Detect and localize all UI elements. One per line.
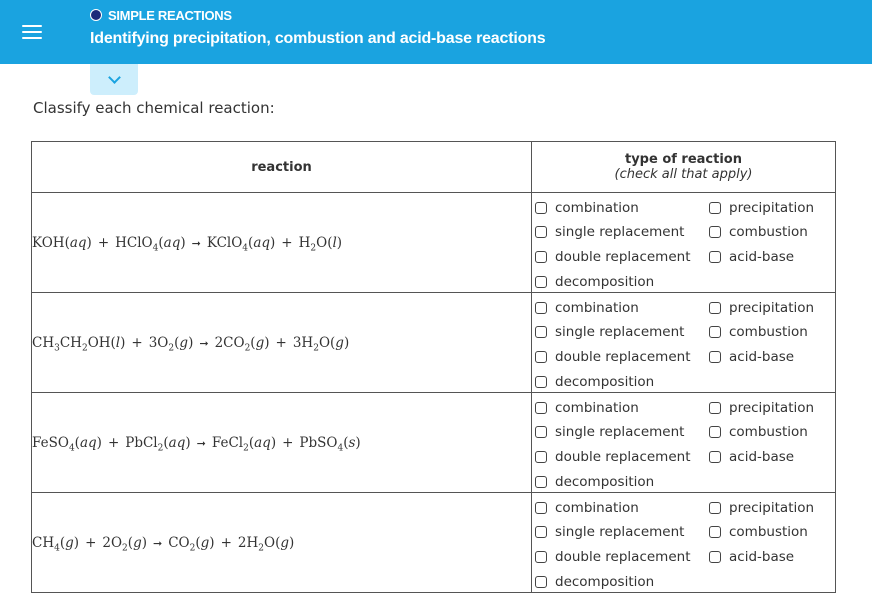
checkbox[interactable] — [535, 302, 547, 314]
reaction-equation: KOH(aq) + HClO$_4$(aq) ➞ KClO$_4$(aq) + $H_2O(l)$ — [32, 234, 343, 254]
type-header-hint: (check all that apply) — [614, 167, 753, 182]
option-label: single replacement — [555, 424, 685, 440]
option-double-replacement[interactable] — [535, 549, 691, 565]
table-row — [32, 393, 836, 493]
page-title: Identifying precipitation, combustion and acid-base reactions — [90, 30, 546, 47]
checkbox[interactable] — [535, 226, 547, 238]
option-combination[interactable] — [535, 300, 639, 316]
option-acid-base[interactable] — [709, 249, 794, 265]
table-row — [32, 493, 836, 593]
option-single-replacement[interactable] — [535, 224, 684, 240]
option-double-replacement[interactable] — [535, 349, 691, 365]
option-precipitation[interactable] — [709, 500, 814, 516]
option-label: double replacement — [555, 549, 691, 565]
option-combination[interactable] — [535, 200, 639, 216]
checkbox[interactable] — [709, 526, 721, 538]
checkbox[interactable] — [535, 326, 547, 338]
option-label: combination — [555, 500, 639, 516]
topic-status-icon — [90, 9, 102, 21]
option-label: decomposition — [555, 474, 655, 490]
option-decomposition[interactable] — [535, 474, 654, 490]
option-precipitation[interactable] — [709, 300, 814, 316]
checkbox[interactable] — [709, 451, 721, 463]
checkbox[interactable] — [535, 276, 547, 288]
option-combustion[interactable] — [709, 224, 808, 240]
option-combination[interactable] — [535, 400, 639, 416]
checkbox[interactable] — [535, 351, 547, 363]
reaction-equation: $CH_4(g) + 2O_2(g)$ ➞ $CO_2(g) + 2H_2O(g)$ — [32, 534, 295, 554]
reaction-table — [31, 141, 836, 593]
option-single-replacement[interactable] — [535, 424, 684, 440]
question-prompt: Classify each chemical reaction: — [33, 99, 275, 117]
option-single-replacement[interactable] — [535, 524, 684, 540]
checkbox[interactable] — [709, 326, 721, 338]
option-acid-base[interactable] — [709, 449, 794, 465]
checkbox[interactable] — [535, 451, 547, 463]
option-combination[interactable] — [535, 500, 639, 516]
option-label: combustion — [729, 224, 808, 240]
chevron-down-icon — [108, 71, 121, 84]
option-label: precipitation — [729, 500, 815, 516]
checkbox[interactable] — [535, 526, 547, 538]
hamburger-icon — [22, 21, 42, 43]
option-precipitation[interactable] — [709, 400, 814, 416]
option-label: acid-base — [729, 249, 795, 265]
checkbox[interactable] — [709, 202, 721, 214]
option-label: double replacement — [555, 249, 691, 265]
option-label: precipitation — [729, 400, 815, 416]
option-decomposition[interactable] — [535, 574, 654, 590]
checkbox[interactable] — [709, 251, 721, 263]
reaction-type-options — [532, 293, 836, 393]
option-label: decomposition — [555, 274, 655, 290]
checkbox[interactable] — [535, 202, 547, 214]
option-label: single replacement — [555, 524, 685, 540]
checkbox[interactable] — [535, 576, 547, 588]
checkbox[interactable] — [709, 302, 721, 314]
option-label: combination — [555, 200, 639, 216]
option-label: combustion — [729, 324, 808, 340]
option-label: single replacement — [555, 224, 685, 240]
option-decomposition[interactable] — [535, 374, 654, 390]
option-double-replacement[interactable] — [535, 449, 691, 465]
option-acid-base[interactable] — [709, 549, 794, 565]
checkbox[interactable] — [535, 476, 547, 488]
reaction-equation: $CH_3CH_2OH(l) + 3O_2(g)$ ➞ $2CO_2(g) + 3H_2O(g)$ — [32, 334, 350, 354]
checkbox[interactable] — [535, 551, 547, 563]
table-row — [32, 293, 836, 393]
option-combustion[interactable] — [709, 324, 808, 340]
column-header-type — [532, 142, 836, 193]
option-label: decomposition — [555, 374, 655, 390]
option-label: double replacement — [555, 449, 691, 465]
reaction-cell — [32, 393, 532, 493]
option-label: double replacement — [555, 349, 691, 365]
table-row — [32, 193, 836, 293]
option-label: combination — [555, 300, 639, 316]
reaction-type-options — [532, 393, 836, 493]
option-label: acid-base — [729, 349, 795, 365]
expand-toggle-button[interactable] — [90, 64, 138, 95]
reaction-cell — [32, 293, 532, 393]
checkbox[interactable] — [535, 402, 547, 414]
top-bar — [0, 0, 872, 64]
topic-label — [90, 7, 232, 23]
reaction-cell — [32, 493, 532, 593]
checkbox[interactable] — [535, 376, 547, 388]
reaction-type-options — [532, 493, 836, 593]
checkbox[interactable] — [709, 351, 721, 363]
option-label: precipitation — [729, 200, 815, 216]
checkbox[interactable] — [709, 502, 721, 514]
option-label: single replacement — [555, 324, 685, 340]
option-decomposition[interactable] — [535, 274, 654, 290]
reaction-type-options — [532, 193, 836, 293]
column-header-reaction: reaction — [32, 142, 532, 193]
checkbox[interactable] — [535, 251, 547, 263]
checkbox[interactable] — [535, 426, 547, 438]
menu-button[interactable] — [0, 0, 64, 64]
option-combustion[interactable] — [709, 524, 808, 540]
option-precipitation[interactable] — [709, 200, 814, 216]
option-acid-base[interactable] — [709, 349, 794, 365]
table-header-row — [32, 142, 836, 193]
checkbox[interactable] — [709, 402, 721, 414]
checkbox[interactable] — [709, 226, 721, 238]
option-label: combination — [555, 400, 639, 416]
option-combustion[interactable] — [709, 424, 808, 440]
option-label: decomposition — [555, 574, 655, 590]
option-label: combustion — [729, 424, 808, 440]
topic-text: SIMPLE REACTIONS — [108, 7, 232, 23]
option-single-replacement[interactable] — [535, 324, 684, 340]
type-header-label: type of reaction — [624, 152, 742, 167]
reaction-equation: FeSO$_4$(aq) + PbCl$_2$(aq) ➞ FeCl$_2$(aq) + PbSO$_4$(s) — [32, 434, 361, 454]
checkbox[interactable] — [709, 426, 721, 438]
reaction-cell — [32, 193, 532, 293]
option-label: acid-base — [729, 549, 795, 565]
option-label: precipitation — [729, 300, 815, 316]
option-double-replacement[interactable] — [535, 249, 691, 265]
option-label: combustion — [729, 524, 808, 540]
checkbox[interactable] — [709, 551, 721, 563]
option-label: acid-base — [729, 449, 795, 465]
checkbox[interactable] — [535, 502, 547, 514]
